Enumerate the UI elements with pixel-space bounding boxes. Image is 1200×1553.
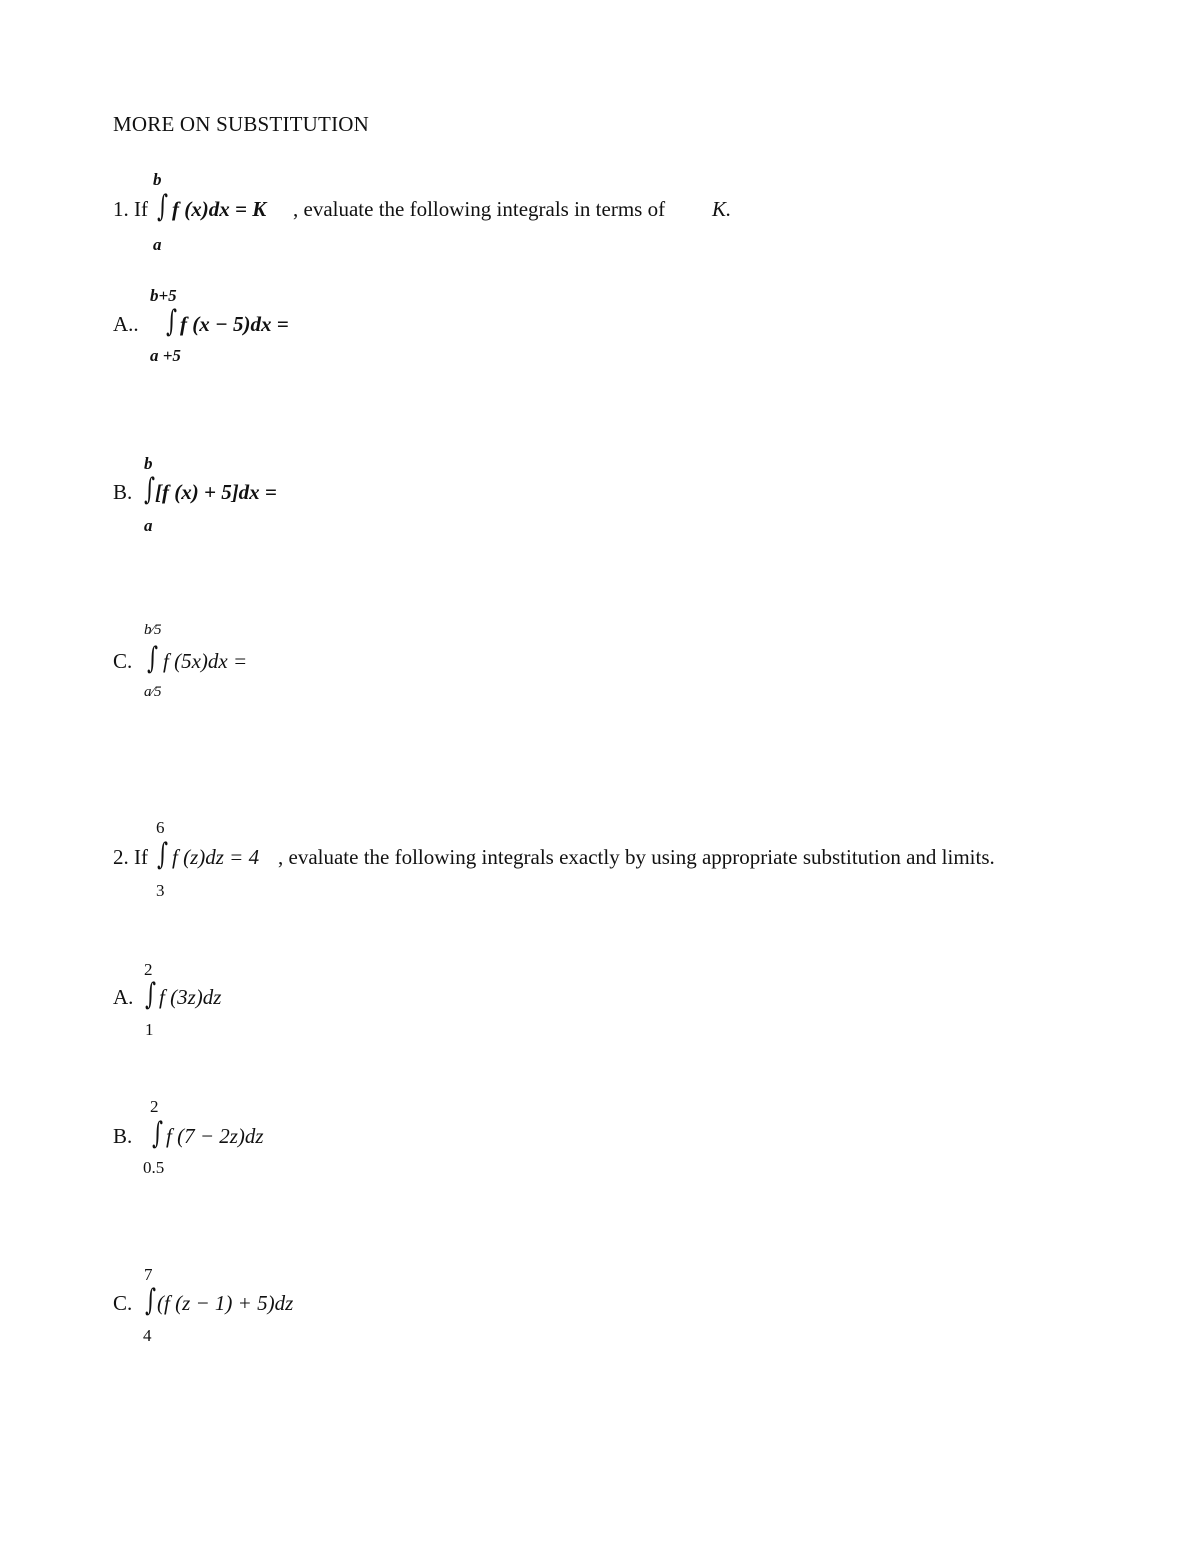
integral-sign-icon: ∫ [147, 641, 158, 676]
q2-integrand: f (z)dz = 4 [172, 845, 260, 869]
q1b-upper-limit: b [144, 454, 153, 473]
q2c-integrand: (f (z − 1) + 5)dz [157, 1291, 294, 1315]
q1-text: , evaluate the following integrals in terms of [293, 197, 666, 221]
q2-number: 2. If [113, 845, 148, 869]
q2-text: , evaluate the following integrals exactly by using appropriate substitution and limits. [278, 845, 995, 869]
q2-lower-limit: 3 [156, 881, 165, 900]
page-title: MORE ON SUBSTITUTION [113, 112, 369, 136]
q1-integrand: f (x)dx = K [172, 197, 267, 221]
q1-lower-limit: a [153, 235, 162, 254]
q1a-label: A.. [113, 312, 139, 336]
integral-sign-icon: ∫ [145, 977, 156, 1012]
q1c-integrand: f (5x)dx = [163, 649, 248, 673]
q2b-upper-limit: 2 [150, 1097, 159, 1116]
q2c-lower-limit: 4 [143, 1326, 152, 1345]
q2c-label: C. [113, 1291, 133, 1315]
q1c-upper-limit: b⁄5 [144, 622, 162, 638]
q2b-label: B. [113, 1124, 133, 1148]
q1a-upper-limit: b+5 [150, 286, 177, 305]
q2a-integrand: f (3z)dz [159, 985, 222, 1009]
q1b-lower-limit: a [144, 516, 153, 535]
integral-sign-icon: ∫ [166, 304, 177, 339]
q2a-upper-limit: 2 [144, 960, 153, 979]
q2b-integrand: f (7 − 2z)dz [166, 1124, 264, 1148]
q1a-lower-limit: a +5 [150, 346, 181, 365]
q1b-integrand: [f (x) + 5]dx = [155, 480, 277, 504]
q2c-upper-limit: 7 [144, 1265, 153, 1284]
q1b-label: B. [113, 480, 133, 504]
q1c-lower-limit: a⁄5 [144, 684, 162, 700]
q2a-lower-limit: 1 [145, 1020, 154, 1039]
q1a-integrand: f (x − 5)dx = [180, 312, 289, 336]
q2-upper-limit: 6 [156, 818, 165, 837]
integral-sign-icon: ∫ [145, 1283, 156, 1318]
q1c-label: C. [113, 649, 133, 673]
integral-sign-icon: ∫ [144, 472, 155, 507]
integral-sign-icon: ∫ [157, 189, 168, 224]
q2a-label: A. [113, 985, 134, 1009]
q2b-lower-limit: 0.5 [143, 1158, 165, 1177]
integral-sign-icon: ∫ [157, 837, 168, 872]
q1-number: 1. If [113, 197, 148, 221]
integral-sign-icon: ∫ [152, 1116, 163, 1151]
q1-text-end: K. [712, 197, 732, 221]
q1-upper-limit: b [153, 170, 162, 189]
